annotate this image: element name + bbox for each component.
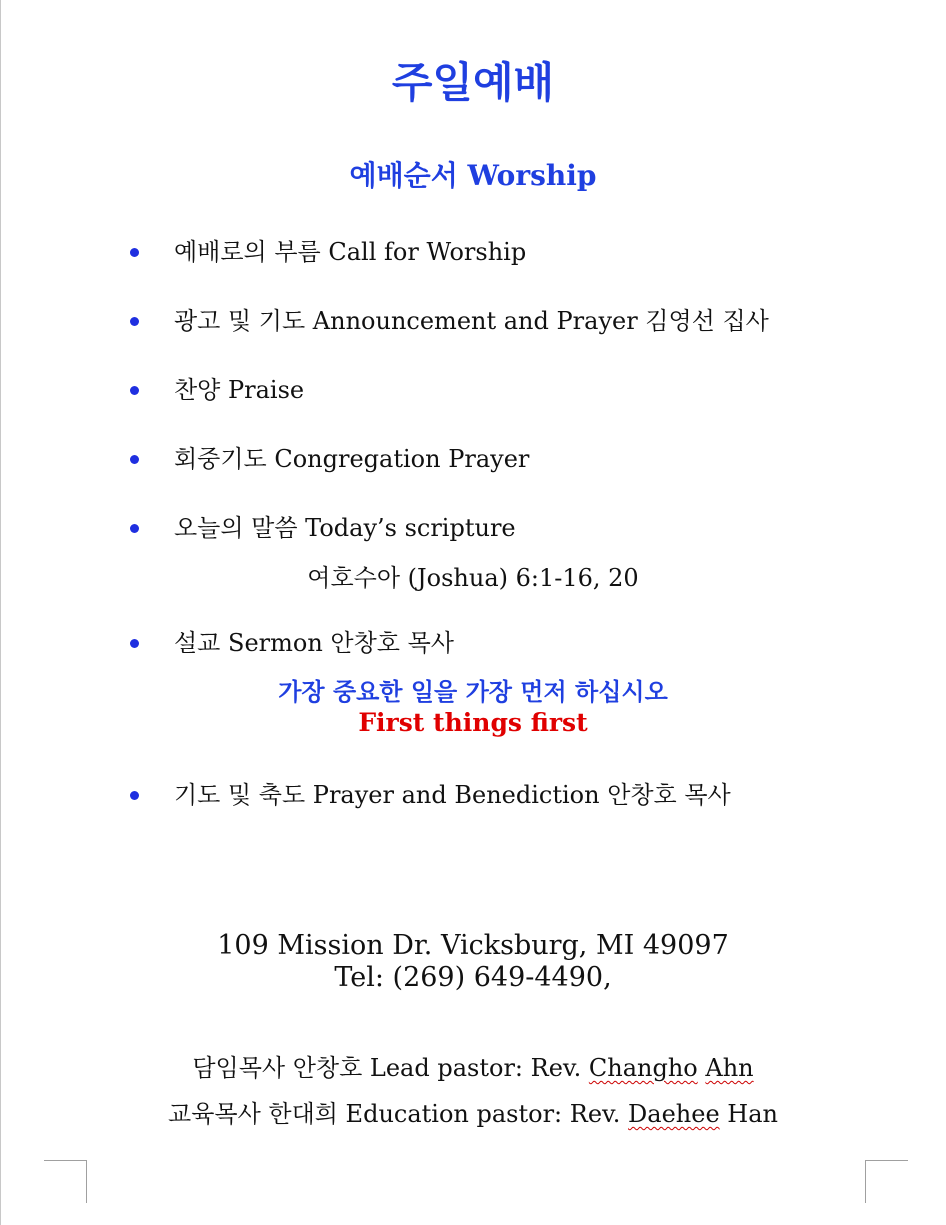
list-item: [0, 373, 946, 407]
scripture-reference: 여호수아 (Joshua) 6:1-16, 20: [307, 564, 639, 592]
bullet-icon: [130, 791, 139, 800]
lead-pastor-prefix: 담임목사 안창호 Lead pastor: Rev.: [192, 1054, 589, 1082]
list-item: [0, 442, 946, 476]
list-item-text: 설교 Sermon 안창호 목사: [174, 629, 454, 657]
bullet-icon: [130, 524, 139, 533]
sermon-title-ko: 가장 중요한 일을 가장 먼저 하십시오: [278, 678, 668, 706]
church-phone: Tel: (269) 649-4490,: [334, 962, 612, 993]
bullet-icon: [130, 455, 139, 464]
list-item-text: 기도 및 축도 Prayer and Benediction 안창호 목사: [174, 781, 731, 809]
order-heading: [0, 154, 946, 194]
list-item-text: 오늘의 말씀 Today’s scripture: [174, 514, 516, 542]
order-heading-en: Worship: [467, 159, 597, 192]
list-item: [0, 235, 946, 269]
order-heading-ko: 예배순서: [349, 159, 458, 192]
list-item-text: 예배로의 부름 Call for Worship: [174, 238, 527, 266]
lead-pastor-first-name: Changho: [588, 1054, 698, 1082]
sermon-title-en: First things first: [358, 708, 588, 737]
lead-pastor-last-name: Ahn: [705, 1054, 754, 1082]
list-item-text: 광고 및 기도 Announcement and Prayer 김영선 집사: [174, 307, 769, 335]
list-item: [0, 304, 946, 338]
margin-corner-mark-left: [44, 1160, 87, 1203]
margin-corner-mark-right: [865, 1160, 908, 1203]
list-item: [0, 626, 946, 660]
education-pastor-first-name: Daehee: [628, 1100, 720, 1128]
lead-pastor-line: [0, 1048, 946, 1083]
list-item-text: 회중기도 Congregation Prayer: [174, 445, 530, 473]
page-title: 주일예배: [391, 58, 555, 107]
bullet-icon: [130, 639, 139, 648]
education-pastor-prefix: 교육목사 한대희 Education pastor: Rev.: [168, 1100, 629, 1128]
education-pastor-line: [0, 1094, 946, 1129]
bullet-icon: [130, 317, 139, 326]
bullet-icon: [130, 248, 139, 257]
list-item: [0, 778, 946, 812]
list-item: [0, 511, 946, 545]
church-address: 109 Mission Dr. Vicksburg, MI 49097: [217, 930, 729, 961]
list-item-text: 찬양 Praise: [174, 376, 305, 404]
bullet-icon: [130, 386, 139, 395]
education-pastor-last-name: Han: [719, 1100, 778, 1128]
